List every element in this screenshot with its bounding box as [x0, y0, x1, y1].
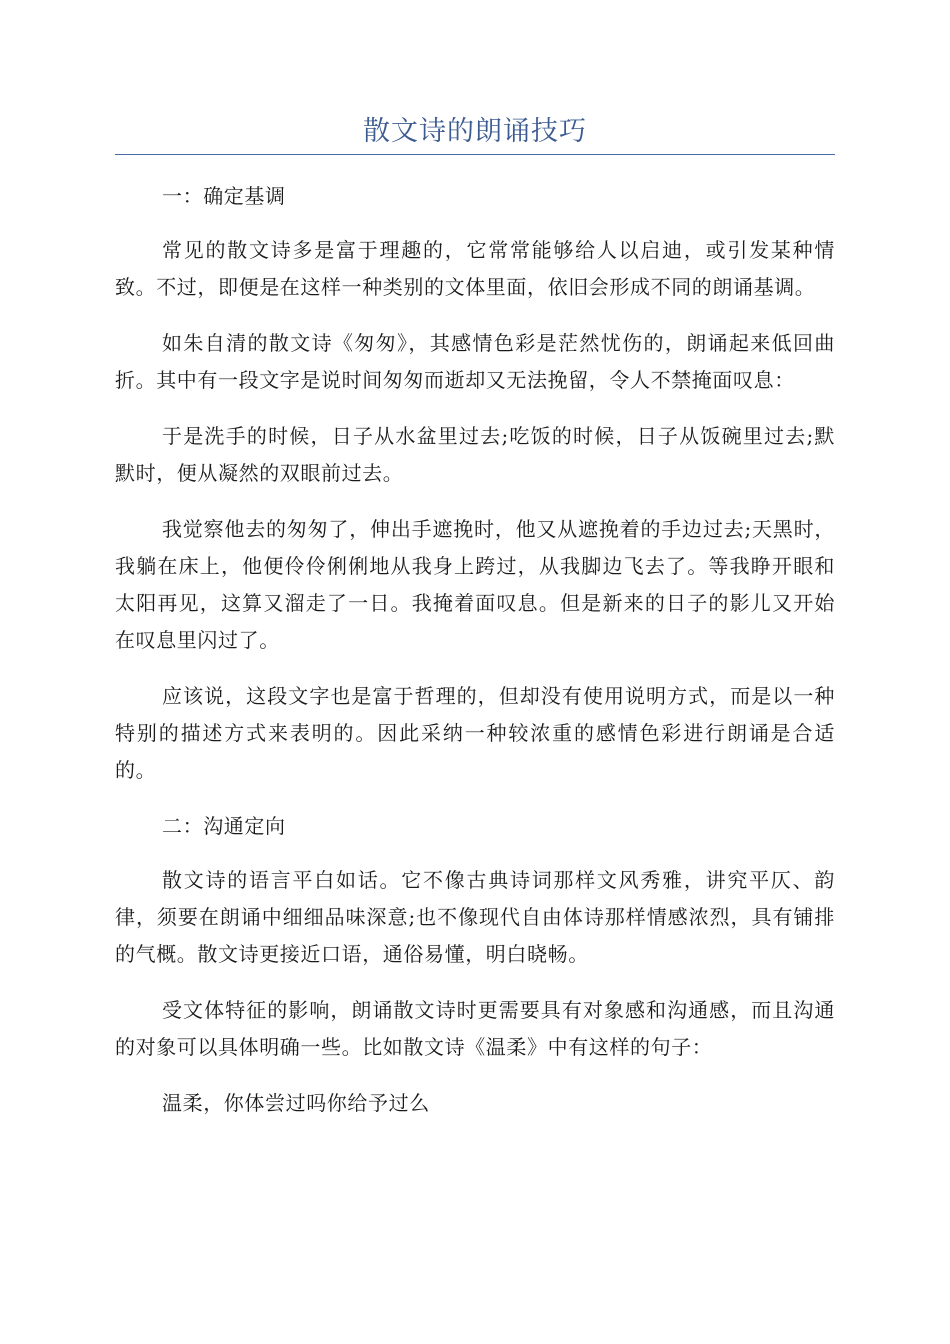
- paragraph: 受文体特征的影响，朗诵散文诗时更需要具有对象感和沟通感，而且沟通的对象可以具体明确一些。比如散文诗《温柔》中有这样的句子：: [115, 998, 835, 1059]
- section-heading-2: 二：沟通定向: [162, 814, 286, 838]
- title-underline: [115, 154, 835, 155]
- paragraph: 常见的散文诗多是富于理趣的，它常常能够给人以启迪，或引发某种情致。不过，即便是在这样一种类别的文体里面，依旧会形成不同的朗诵基调。: [115, 238, 835, 299]
- page-title: 散文诗的朗诵技巧: [363, 116, 587, 147]
- paragraph: 应该说，这段文字也是富于哲理的，但却没有使用说明方式，而是以一种特别的描述方式来表明的。因此采纳一种较浓重的感情色彩进行朗诵是合适的。: [115, 684, 835, 782]
- section-heading-1: 一：确定基调: [162, 184, 286, 208]
- quoted-paragraph: 温柔，你体尝过吗你给予过么: [162, 1091, 430, 1115]
- paragraph: 如朱自清的散文诗《匆匆》，其感情色彩是茫然忧伤的，朗诵起来低回曲折。其中有一段文字是说时间匆匆而逝却又无法挽留，令人不禁掩面叹息：: [115, 331, 835, 392]
- paragraph: 散文诗的语言平白如话。它不像古典诗词那样文风秀雅，讲究平仄、韵律，须要在朗诵中细细品味深意;也不像现代自由体诗那样情感浓烈，具有铺排的气概。散文诗更接近口语，通俗易懂，明白晓畅。: [115, 868, 835, 966]
- quoted-paragraph: 我觉察他去的匆匆了，伸出手遮挽时，他又从遮挽着的手边过去;天黑时，我躺在床上，他便伶伶俐俐地从我身上跨过，从我脚边飞去了。等我睁开眼和太阳再见，这算又溜走了一日。我掩着面叹息。但是新来的日子的影儿又开始在叹息里闪过了。: [115, 517, 835, 652]
- quoted-paragraph: 于是洗手的时候，日子从水盆里过去;吃饭的时候，日子从饭碗里过去;默默时，便从凝然的双眼前过去。: [115, 424, 835, 485]
- document-body: [115, 178, 835, 1141]
